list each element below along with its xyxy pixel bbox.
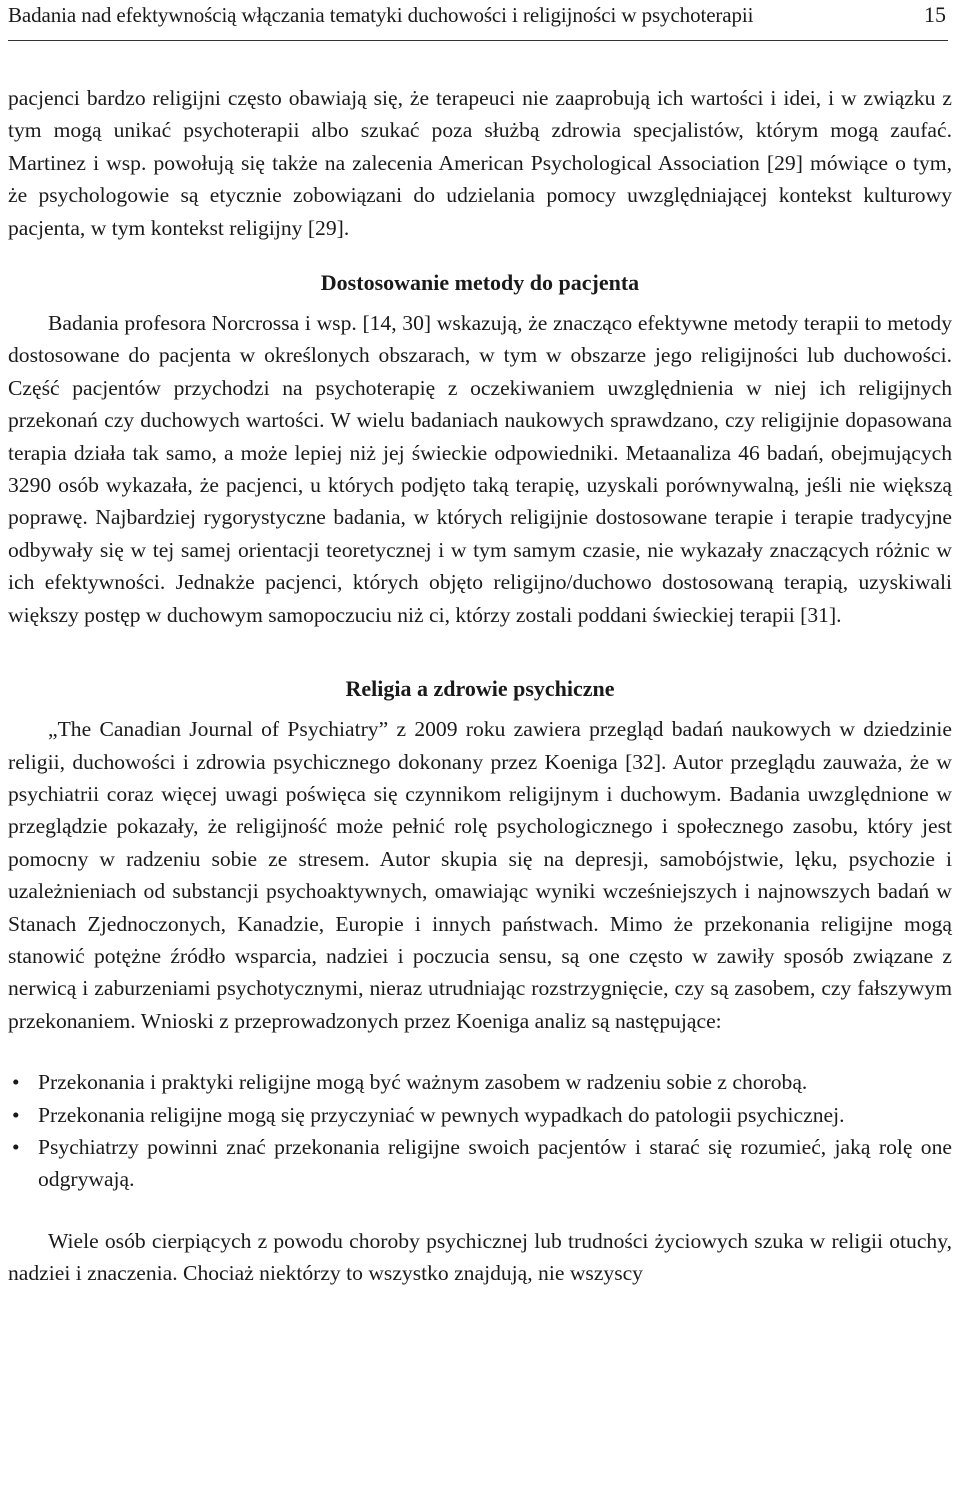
bullet-icon: • bbox=[12, 1070, 20, 1095]
list-item-text: Przekonania i praktyki religijne mogą być ważnym zasobem w radzeniu sobie z chorobą. bbox=[38, 1070, 808, 1095]
list-item bbox=[8, 1131, 952, 1196]
bullet-icon: • bbox=[12, 1134, 20, 1159]
paragraph-religion: „The Canadian Journal of Psychiatry” z 2009 roku zawiera przegląd badań naukowych w dziedzinie religii, duchowości i zdrowia psychicznego dokonany przez Koeniga [32]. Autor przeglądu zauważa, że w psychiatrii coraz więcej uwagi poświęca się czynnikom religijnym i duchowym. Badania uwzględnione w przeglądzie pokazały, że religijność może pełnić rolę psychologicznego i społecznego zasobu, który jest pomocny w radzeniu sobie ze stresem. Autor skupia się na depresji, samobójstwie, lęku, psychozie i uzależnieniach od substancji psychoaktywnych, omawiając wyniki wcześniejszych i najnowszych badań w Stanach Zjednoczonych, Kanadzie, Europie i innych państwach. Mimo że przekonania religijne mogą stanowić potężne źródło wsparcia, nadziei i poczucia sensu, są one często w zawiły sposób związane z nerwicą i zaburzeniami psychotycznymi, nieraz utrudniając rozstrzygnięcie, czy są zasobem, czy fałszywym przekonaniem. Wnioski z przeprowadzonych przez Koeniga analiz są następujące: bbox=[8, 717, 952, 1033]
running-title: Badania nad efektywnością włączania tematyki duchowości i religijności w psychoterapii bbox=[8, 3, 754, 27]
list-item-text: Psychiatrzy powinni znać przekonania religijne swoich pacjentów i starać się rozumieć, jaką rolę one odgrywają. bbox=[38, 1134, 952, 1192]
list-item bbox=[8, 1066, 952, 1098]
paragraph-closing: Wiele osób cierpiących z powodu choroby psychicznej lub trudności życiowych szuka w religii otuchy, nadziei i znaczenia. Chociaż niektórzy to wszystko znajdują, nie wszyscy bbox=[8, 1228, 952, 1286]
list-item-text: Przekonania religijne mogą się przyczyniać w pewnych wypadkach do patologii psychicznej. bbox=[38, 1102, 845, 1127]
running-header bbox=[8, 0, 948, 41]
paragraph-intro: pacjenci bardzo religijni często obawiają się, że terapeuci nie zaaprobują ich wartości i idei, i w związku z tym mogą unikać psychoterapii albo szukać poza służbą zdrowia specjalistów, którym mogą zaufać. Martinez i wsp. powołują się także na zalecenia American Psychological Association [29] mówiące o tym, że psychologowie są etycznie zobowiązani do udzielania pomocy uwzględniającej kontekst kulturowy pacjenta, w tym kontekst religijny [29]. bbox=[8, 86, 952, 240]
list-item bbox=[8, 1099, 952, 1131]
page-number: 15 bbox=[924, 2, 946, 27]
conclusions-list bbox=[8, 1066, 952, 1196]
section-heading-religion: Religia a zdrowie psychiczne bbox=[345, 676, 615, 702]
paragraph-method: Badania profesora Norcrossa i wsp. [14, 30] wskazują, że znacząco efektywne metody terapii to metody dostosowane do pacjenta w określonych obszarach, w tym w obszarze jego religijności lub duchowości. Część pacjentów przychodzi na psychoterapię z oczekiwaniem uwzględnienia w niej ich religijnych przekonań czy duchowych wartości. W wielu badaniach naukowych sprawdzano, czy religijnie dopasowana terapia działa tak samo, a może lepiej niż jej świeckie odpowiedniki. Metaanaliza 46 badań, obejmujących 3290 osób wykazała, że pacjenci, u których podjęto taką terapię, uzyskali porównywalną, jeśli nie większą poprawę. Najbardziej rygorystyczne badania, w których religijnie dostosowane terapie i terapie tradycyjne odbywały się w tej samej orientacji teoretycznej i w tym samym czasie, nie wykazały znaczących różnic w ich efektywności. Jednakże pacjenci, których objęto religijno/duchowo dostosowaną terapią, uzyskiwali większy postęp w duchowym samopoczuciu niż ci, którzy zostali poddani świeckiej terapii [31]. bbox=[8, 311, 952, 627]
section-heading-method: Dostosowanie metody do pacjenta bbox=[320, 270, 640, 296]
bullet-icon: • bbox=[12, 1102, 20, 1127]
